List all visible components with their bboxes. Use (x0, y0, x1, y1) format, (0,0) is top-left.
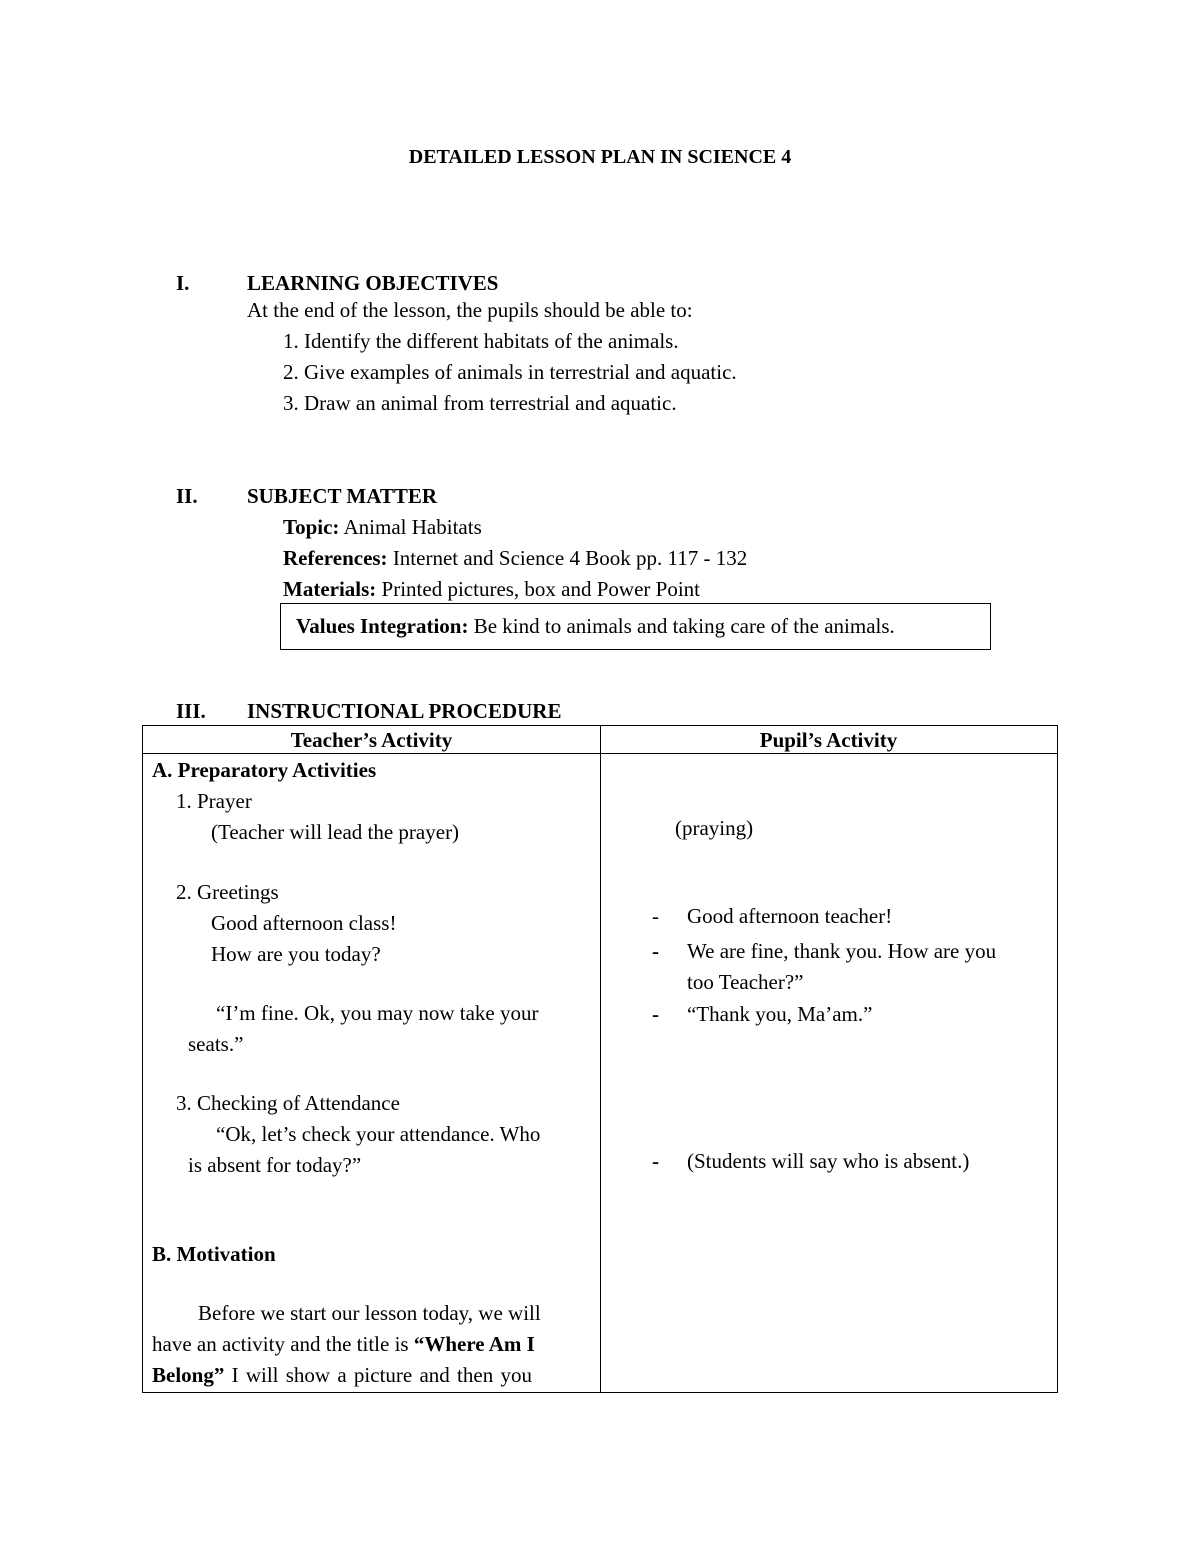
activity-title-cont: Belong” (152, 1363, 225, 1387)
activity-title: “Where Am I (413, 1332, 535, 1356)
materials-line (283, 577, 700, 602)
subject-numeral: II. (176, 484, 198, 508)
motivation-text: have an activity and the title is (152, 1332, 414, 1356)
topic-value: Animal Habitats (339, 515, 482, 539)
document-title: DETAILED LESSON PLAN IN SCIENCE 4 (408, 146, 792, 168)
pupil-reply-cont: too Teacher?” (687, 970, 804, 994)
teacher-activity-header: Teacher’s Activity (290, 728, 453, 752)
references-value: Internet and Science 4 Book pp. 117 - 132 (387, 546, 748, 570)
bullet-dash: - (652, 1002, 659, 1026)
subject-heading: SUBJECT MATTER (247, 484, 438, 508)
pupil-reply: “Thank you, Ma’am.” (687, 1002, 873, 1026)
procedure-heading: INSTRUCTIONAL PROCEDURE (247, 699, 562, 723)
values-label: Values Integration: (296, 614, 469, 638)
section-a-heading: A. Preparatory Activities (152, 758, 377, 782)
motivation-text: I will show a picture and then you (224, 1363, 532, 1387)
motivation-line (152, 1363, 588, 1388)
greetings-title: 2. Greetings (176, 880, 279, 904)
procedure-numeral: III. (176, 699, 206, 723)
values-value: Be kind to animals and taking care of the animals. (468, 614, 895, 638)
values-line (296, 614, 895, 639)
objectives-numeral: I. (176, 271, 190, 295)
greetings-line: How are you today? (211, 942, 381, 966)
values-integration-box (280, 603, 991, 650)
prayer-text: (Teacher will lead the prayer) (211, 820, 460, 844)
references-label: References: (283, 546, 388, 570)
prayer-title: 1. Prayer (176, 789, 252, 813)
column-divider (600, 726, 601, 1392)
objective-item: 1. Identify the different habitats of the animals. (283, 329, 679, 353)
section-b-heading: B. Motivation (152, 1242, 276, 1266)
motivation-line: Before we start our lesson today, we will (198, 1301, 541, 1325)
motivation-line (152, 1332, 535, 1357)
references-line (283, 546, 747, 571)
pupil-praying: (praying) (675, 816, 754, 840)
materials-value: Printed pictures, box and Power Point (376, 577, 701, 601)
greetings-line: Good afternoon class! (211, 911, 397, 935)
greetings-reply: “I’m fine. Ok, you may now take your (216, 1001, 539, 1025)
attendance-title: 3. Checking of Attendance (176, 1091, 400, 1115)
materials-label: Materials: (283, 577, 377, 601)
objectives-heading: LEARNING OBJECTIVES (247, 271, 499, 295)
bullet-dash: - (652, 1149, 659, 1173)
bullet-dash: - (652, 904, 659, 928)
attendance-line: “Ok, let’s check your attendance. Who (216, 1122, 541, 1146)
header-divider (143, 753, 1057, 754)
pupil-activity-header: Pupil’s Activity (759, 728, 898, 752)
bullet-dash: - (652, 939, 659, 963)
greetings-reply-cont: seats.” (188, 1032, 244, 1056)
pupil-reply: (Students will say who is absent.) (687, 1149, 970, 1173)
topic-line (283, 515, 482, 540)
pupil-reply: We are fine, thank you. How are you (687, 939, 997, 963)
objective-item: 2. Give examples of animals in terrestrial and aquatic. (283, 360, 737, 384)
topic-label: Topic: (283, 515, 340, 539)
pupil-reply: Good afternoon teacher! (687, 904, 893, 928)
objective-item: 3. Draw an animal from terrestrial and aquatic. (283, 391, 677, 415)
objectives-intro: At the end of the lesson, the pupils should be able to: (247, 298, 693, 322)
attendance-line-cont: is absent for today?” (188, 1153, 362, 1177)
